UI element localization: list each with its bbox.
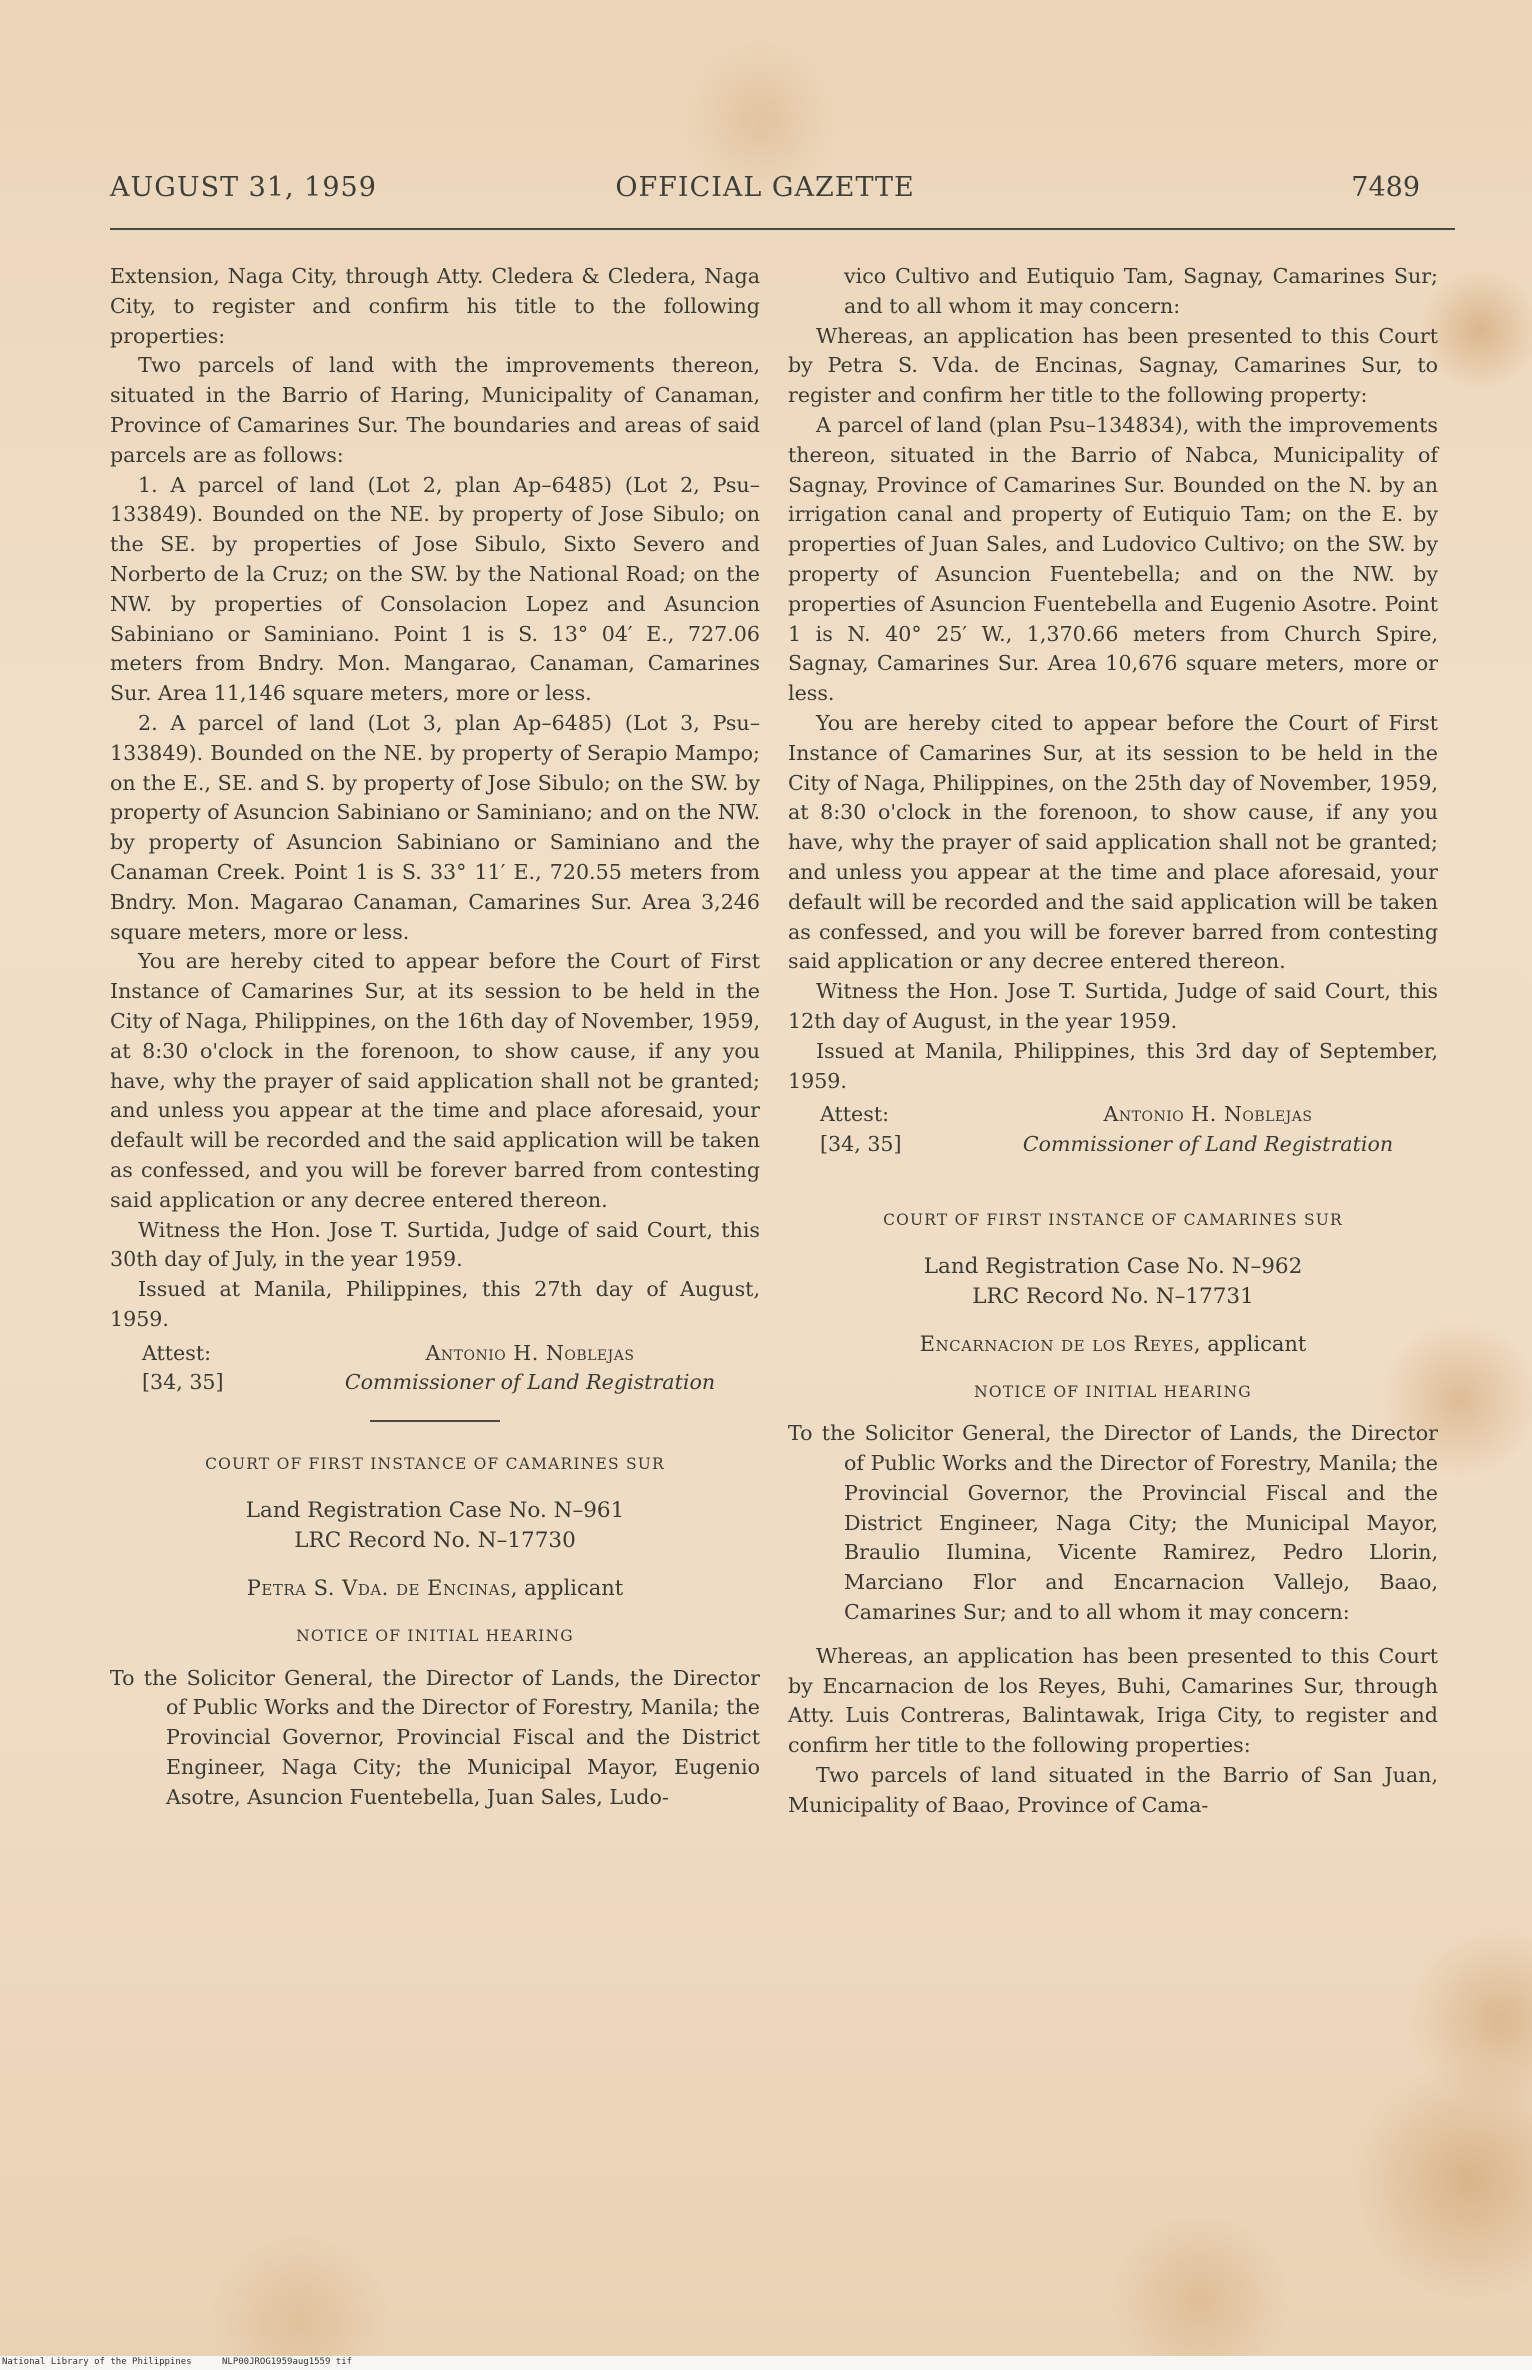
library-credit: National Library of the Philippines	[2, 2357, 192, 2367]
notice-heading: NOTICE OF INITIAL HEARING	[296, 1626, 574, 1645]
attest-block	[788, 1100, 1438, 1130]
citation-paragraph: You are hereby cited to appear before the Court of First Instance of Camarines Sur, at its session to be held in the City of Naga, Philippines, on the 16th day of November, 1959, at 8:30 o'clock in the forenoon, to show cause, if any you have, why the prayer of said application shall not be granted; and unless you appear at the time and place aforesaid, your default will be recorded and the said application will be taken as confessed, and you will be forever barred from contesting said application or any decree entered thereon.	[110, 949, 760, 1212]
witness-paragraph: Witness the Hon. Jose T. Surtida, Judge of said Court, this 12th day of August, in the year 1959.	[788, 979, 1438, 1033]
parcel-2-description: 2. A parcel of land (Lot 3, plan Ap–6485) (Lot 3, Psu–133849). Bounded on the NE. by property of Serapio Mampo; on the E., SE. and S. by property of Jose Sibulo; on the SW. by property of Asuncion Sabiniano or Saminiano; and on the NW. by property of Asuncion Sabiniano or Saminiano and the Canaman Creek. Point 1 is S. 33° 11′ E., 720.55 meters from Bndry. Mon. Magarao Canaman, Camarines Sur. Area 3,246 square meters, more or less.	[110, 710, 760, 944]
case-number: Land Registration Case No. N–961	[245, 1498, 625, 1524]
attest-title-row	[110, 1368, 760, 1398]
court-heading: COURT OF FIRST INSTANCE OF CAMARINES SUR	[883, 1210, 1343, 1229]
left-column	[110, 262, 760, 1813]
court-heading: COURT OF FIRST INSTANCE OF CAMARINES SUR	[205, 1455, 665, 1474]
applicant-line	[788, 1330, 1438, 1360]
attest-title: Commissioner of Land Registration	[344, 1370, 716, 1395]
whereas-paragraph: Whereas, an application has been presented to this Court by Petra S. Vda. de Encinas, Sagnay, Camarines Sur, to register and confirm her title to the following property:	[788, 323, 1438, 408]
applicant-name: Petra S. Vda. de Encinas	[246, 1576, 511, 1601]
page-number: 7489	[1351, 172, 1420, 203]
case-number: Land Registration Case No. N–962	[923, 1253, 1303, 1279]
record-number: LRC Record No. N–17731	[972, 1283, 1254, 1309]
issue-reference: [34, 35]	[142, 1370, 224, 1395]
file-identifier: NLP00JROG1959aug1559 tif	[222, 2357, 353, 2367]
issued-paragraph: Issued at Manila, Philippines, this 3rd day of September, 1959.	[788, 1038, 1438, 1093]
parcels-intro: Two parcels of land situated in the Barrio of San Juan, Municipality of Baao, Province of Cama-	[788, 1763, 1438, 1817]
parcels-intro: Two parcels of land with the improvements thereon, situated in the Barrio of Haring, Municipality of Canaman, Province of Camarines Sur. The boundaries and areas of said parcels are as follows:	[110, 353, 760, 467]
attest-title: Commissioner of Land Registration	[1022, 1132, 1394, 1157]
parcel-description: A parcel of land (plan Psu–134834), with the improvements thereon, situated in the Barrio of Nabca, Municipality of Sagnay, Province of Camarines Sur. Bounded on the N. by an irrigation canal and property of Eutiquio Tam; on the E. by properties of Juan Sales, and Ludovico Cultivo; on the SW. by property of Asuncion Fuentebella; and on the NW. by properties of Asuncion Fuentebella and Eugenio Asotre. Point 1 is N. 40° 25′ W., 1,370.66 meters from Church Spire, Sagnay, Camarines Sur. Area 10,676 square meters, more or less.	[788, 412, 1438, 706]
attest-label: Attest:	[820, 1102, 890, 1127]
scan-footer	[0, 2356, 1532, 2370]
attest-block	[110, 1339, 760, 1369]
attest-label: Attest:	[142, 1340, 212, 1365]
attest-name: Antonio H. Noblejas	[425, 1340, 635, 1365]
attest-name: Antonio H. Noblejas	[1103, 1102, 1313, 1127]
page-header	[110, 172, 1420, 216]
issue-date: AUGUST 31, 1959	[110, 172, 377, 203]
applicant-name: Encarnacion de los Reyes	[919, 1331, 1194, 1356]
parcel-1-description: 1. A parcel of land (Lot 2, plan Ap–6485) (Lot 2, Psu–133849). Bounded on the NE. by property of Jose Sibulo; on the SE. by properties of Jose Sibulo, Sixto Severo and Norberto de la Cruz; on the SW. by the National Road; on the NW. by properties of Consolacion Lopez and Asuncion Sabiniano or Saminiano. Point 1 is S. 13° 04′ E., 727.06 meters from Bndry. Mon. Mangarao, Canaman, Camarines Sur. Area 11,146 square meters, more or less.	[110, 472, 760, 706]
issued-paragraph: Issued at Manila, Philippines, this 27th day of August, 1959.	[110, 1277, 760, 1331]
addressees-paragraph: To the Solicitor General, the Director of Lands, the Director of Public Works and the Director of Forestry, Manila; the Provincial Governor, Provincial Fiscal and the District Engineer, Naga City; the Municipal Mayor, Eugenio Asotre, Asuncion Fuentebella, Juan Sales, Ludo-	[110, 1665, 760, 1809]
witness-paragraph: Witness the Hon. Jose T. Surtida, Judge of said Court, this 30th day of July, in the year 1959.	[110, 1217, 760, 1272]
addressees-continuation: vico Cultivo and Eutiquio Tam, Sagnay, Camarines Sur; and to all whom it may concern:	[844, 264, 1438, 318]
issue-reference: [34, 35]	[820, 1132, 902, 1157]
section-divider	[370, 1420, 500, 1422]
applicant-suffix: , applicant	[510, 1576, 624, 1601]
right-column	[788, 262, 1438, 1821]
applicant-line	[110, 1574, 760, 1604]
citation-paragraph: You are hereby cited to appear before the Court of First Instance of Camarines Sur, at its session to be held in the City of Naga, Philippines, on the 25th day of November, 1959, at 8:30 o'clock in the forenoon, to show cause, if any you have, why the prayer of said application shall not be granted; and unless you appear at the time and place aforesaid, your default will be recorded and the said application will be taken as confessed, and you will be forever barred from contesting said application or any decree entered thereon.	[788, 710, 1438, 974]
publication-title: OFFICIAL GAZETTE	[615, 172, 915, 203]
record-number: LRC Record No. N–17730	[294, 1528, 576, 1554]
addressees-paragraph: To the Solicitor General, the Director of Lands, the Director of Public Works and the Director of Forestry, Manila; the Provincial Governor, the Provincial Fiscal and the District Engineer, Naga City; the Municipal Mayor, Braulio Ilumina, Vicente Ramirez, Pedro Llorin, Marciano Flor and Encarnacion Vallejo, Baao, Camarines Sur; and to all whom it may concern:	[788, 1421, 1438, 1625]
header-rule	[110, 228, 1455, 230]
whereas-paragraph: Whereas, an application has been presented to this Court by Encarnacion de los Reyes, Buhi, Camarines Sur, through Atty. Luis Contreras, Balintawak, Iriga City, to register and confirm her title to the following properties:	[788, 1643, 1438, 1758]
applicant-suffix: , applicant	[1193, 1331, 1307, 1356]
notice-heading: NOTICE OF INITIAL HEARING	[974, 1382, 1252, 1401]
attest-title-row	[788, 1130, 1438, 1160]
intro-paragraph: Extension, Naga City, through Atty. Cledera & Cledera, Naga City, to register and confirm his title to the following properties:	[110, 264, 760, 348]
